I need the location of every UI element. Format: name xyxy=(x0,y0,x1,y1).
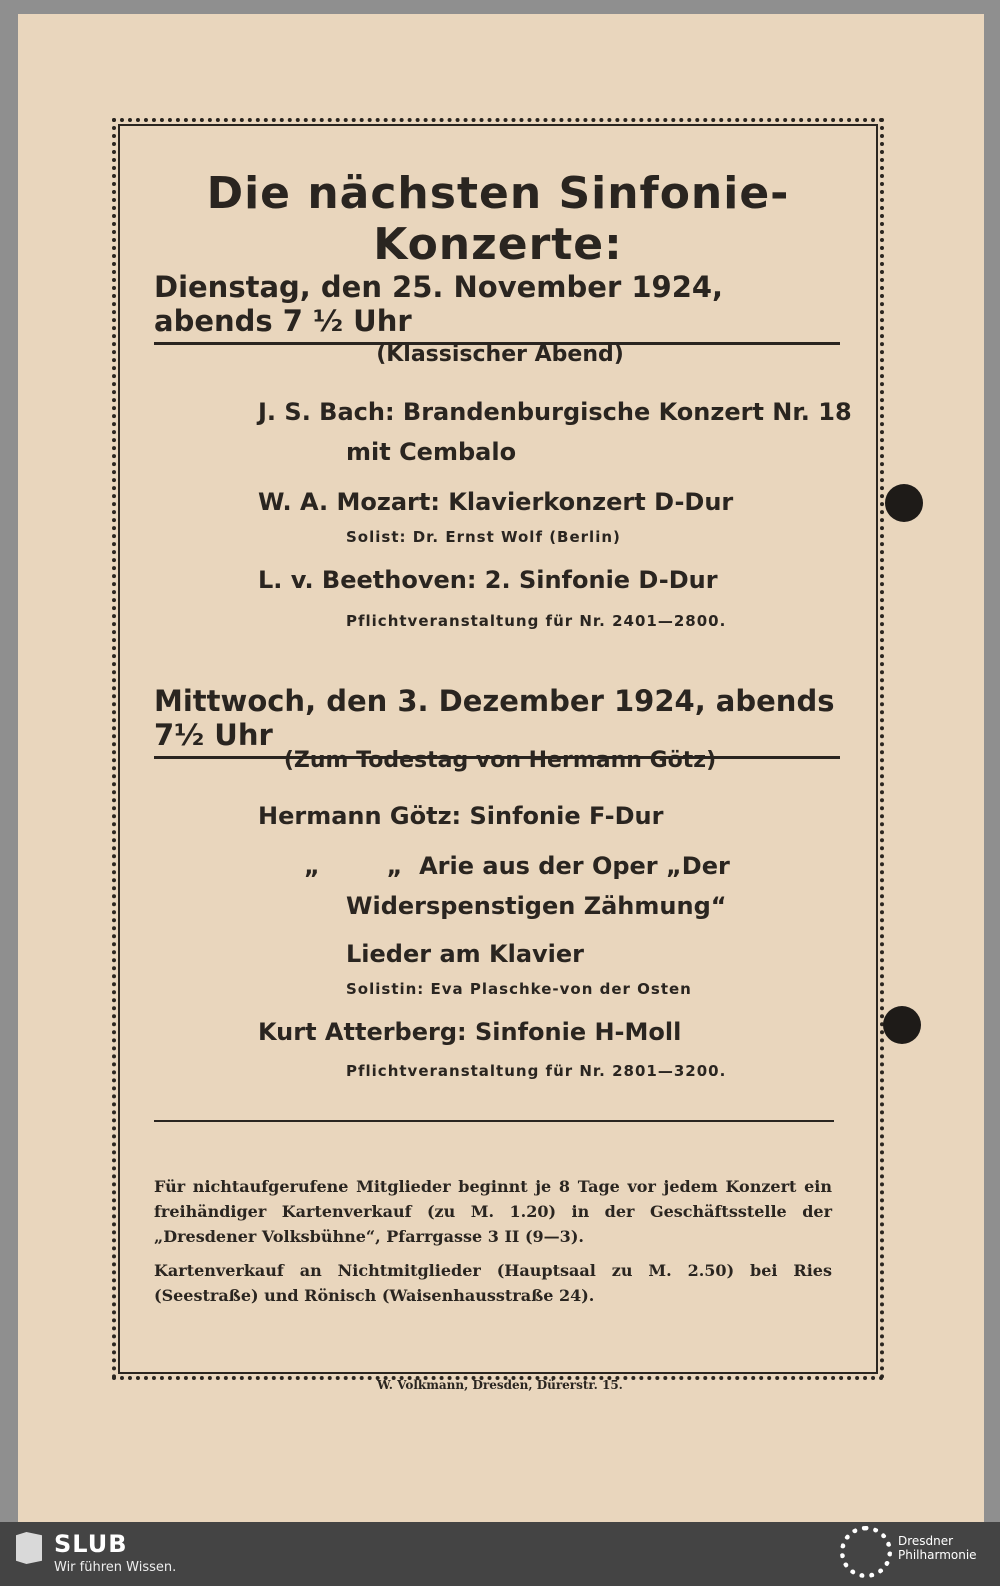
concert1-date: Dienstag, den 25. November 1924, abends 7 ½ Uhr xyxy=(154,270,840,345)
concert2-duty: Pflichtveranstaltung für Nr. 2801—3200. xyxy=(346,1062,727,1080)
concert2-soloist: Solistin: Eva Plaschke-von der Osten xyxy=(346,980,692,998)
concert1-subtitle: (Klassischer Abend) xyxy=(376,342,624,367)
printer-imprint: W. Volkmann, Dresden, Dürerstr. 15. xyxy=(377,1378,623,1392)
punch-hole xyxy=(883,1006,921,1044)
concert2-item-aria: „ „ Arie aus der Oper „Der xyxy=(304,852,730,880)
partner-name-line1: Dresdner xyxy=(898,1534,954,1548)
note-members: Für nichtaufgerufene Mitglieder beginnt je 8 Tage vor jedem Konzert ein freihändiger Kartenverkauf (zu M. 1.20) in der Geschäftsstelle der „Dresdener Volksbühne“, Pfarrgasse 3 II (9—3). xyxy=(154,1177,832,1246)
concert2-item-aria-cont: Widerspenstigen Zähmung“ xyxy=(346,892,727,920)
slub-tagline: Wir führen Wissen. xyxy=(54,1560,177,1575)
slub-name[interactable]: SLUB xyxy=(54,1530,128,1558)
slub-logo-icon xyxy=(16,1532,42,1564)
concert1-item-bach: J. S. Bach: Brandenburgische Konzert Nr. 18 xyxy=(258,398,852,426)
punch-hole xyxy=(885,484,923,522)
concert1-item-bach-cont: mit Cembalo xyxy=(346,438,517,466)
concert1-item-beethoven: L. v. Beethoven: 2. Sinfonie D-Dur xyxy=(258,566,718,594)
concert1-soloist: Solist: Dr. Ernst Wolf (Berlin) xyxy=(346,528,621,546)
page-title: Die nächsten Sinfonie-Konzerte: xyxy=(206,168,790,270)
concert1-duty: Pflichtveranstaltung für Nr. 2401—2800. xyxy=(346,612,727,630)
philharmonie-logo-icon xyxy=(840,1526,892,1578)
note-nonmembers: Kartenverkauf an Nichtmitglieder (Hauptsaal zu M. 2.50) bei Ries (Seestraße) und Rönisch (Waisenhausstraße 24). xyxy=(154,1261,832,1305)
partner-name-line2: Philharmonie xyxy=(898,1548,977,1562)
concert1-item-mozart: W. A. Mozart: Klavierkonzert D-Dur xyxy=(258,488,734,516)
concert2-item-goetz: Hermann Götz: Sinfonie F-Dur xyxy=(258,802,664,830)
footer-bar xyxy=(0,1522,1000,1586)
concert2-item-atterberg: Kurt Atterberg: Sinfonie H-Moll xyxy=(258,1018,682,1046)
partner-name[interactable] xyxy=(898,1534,977,1562)
concert2-subtitle: (Zum Todestag von Hermann Götz) xyxy=(283,748,717,773)
concert2-date: Mittwoch, den 3. Dezember 1924, abends 7½ Uhr xyxy=(154,684,840,759)
divider xyxy=(154,1120,834,1122)
concert2-item-lieder: Lieder am Klavier xyxy=(346,940,585,968)
